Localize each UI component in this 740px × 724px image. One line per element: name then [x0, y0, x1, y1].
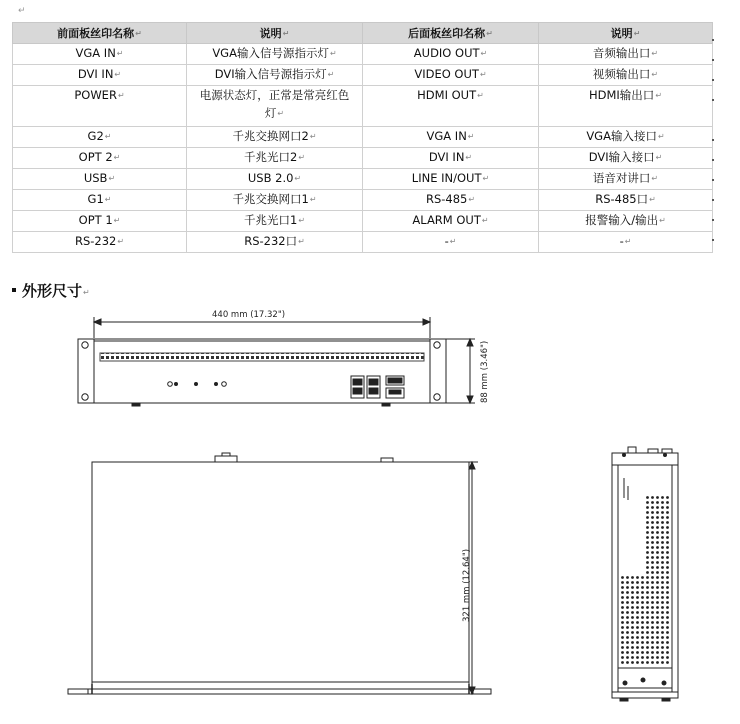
table-cell: 视频输出口↵: [539, 65, 713, 86]
table-cell: USB 2.0↵: [187, 169, 363, 190]
table-cell: -↵: [363, 232, 539, 253]
table-cell: RS-232↵: [13, 232, 187, 253]
table-cell: 语音对讲口↵: [539, 169, 713, 190]
table-cell: VIDEO OUT↵: [363, 65, 539, 86]
depth-dimension-label: 321 mm (12.64"): [462, 548, 472, 622]
side-view: [612, 447, 678, 701]
paragraph-mark: ↵: [18, 6, 26, 16]
table-cell: VGA输入接口↵: [539, 127, 713, 148]
header-rear-name: 后面板丝印名称↵: [363, 23, 539, 44]
header-front-desc: 说明↵: [187, 23, 363, 44]
header-rear-desc: 说明↵: [539, 23, 713, 44]
table-cell: 报警输入/输出↵: [539, 211, 713, 232]
table-cell: HDMI OUT↵: [363, 86, 539, 127]
section-heading: 外形尺寸↵: [12, 280, 90, 301]
header-front-name: 前面板丝印名称↵: [13, 23, 187, 44]
table-cell: DVI输入信号源指示灯↵: [187, 65, 363, 86]
table-cell: AUDIO OUT↵: [363, 44, 539, 65]
table-cell: LINE IN/OUT↵: [363, 169, 539, 190]
table-cell: 千兆交换网口1↵: [187, 190, 363, 211]
table-cell: VGA输入信号源指示灯↵: [187, 44, 363, 65]
height-dimension-label: 88 mm (3.46"): [480, 340, 490, 403]
top-view: [68, 453, 491, 694]
width-dimension-label: 440 mm (17.32"): [212, 310, 286, 320]
table-cell: DVI IN↵: [13, 65, 187, 86]
table-cell: HDMI输出口↵: [539, 86, 713, 127]
table-cell: RS-232口↵: [187, 232, 363, 253]
table-cell: 千兆交换网口2↵: [187, 127, 363, 148]
table-cell: POWER↵: [13, 86, 187, 127]
table-cell: VGA IN↵: [13, 44, 187, 65]
table-cell: DVI IN↵: [363, 148, 539, 169]
table-cell: OPT 2↵: [13, 148, 187, 169]
table-cell: VGA IN↵: [363, 127, 539, 148]
table-cell: G2↵: [13, 127, 187, 148]
table-cell: ALARM OUT↵: [363, 211, 539, 232]
table-cell: 电源状态灯，正常是常亮红色灯↵: [187, 86, 363, 127]
table-cell: OPT 1↵: [13, 211, 187, 232]
table-cell: RS-485口↵: [539, 190, 713, 211]
table-cell: G1↵: [13, 190, 187, 211]
table-cell: RS-485↵: [363, 190, 539, 211]
table-cell: USB↵: [13, 169, 187, 190]
table-cell: DVI输入接口↵: [539, 148, 713, 169]
table-cell: 音频输出口↵: [539, 44, 713, 65]
table-cell: 千兆光口1↵: [187, 211, 363, 232]
front-view: [78, 317, 475, 406]
table-cell: -↵: [539, 232, 713, 253]
table-cell: 千兆光口2↵: [187, 148, 363, 169]
